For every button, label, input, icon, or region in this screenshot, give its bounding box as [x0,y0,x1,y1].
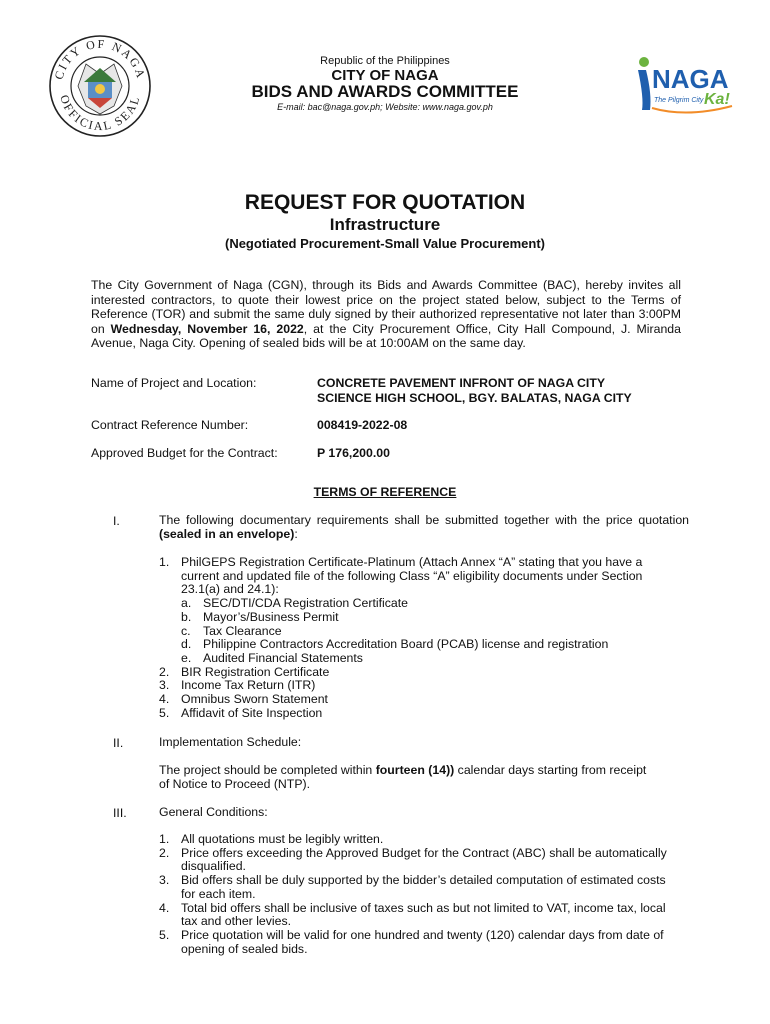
sub-item [181,652,679,666]
section-3-heading: General Conditions: [159,805,268,819]
list-item-text: Omnibus Sworn Statement [181,692,328,707]
section-1-text [159,514,689,541]
field-value: 008419-2022-08 [317,418,408,432]
list-item [159,833,681,847]
list-item-number: 3. [159,873,170,888]
sub-item-letter: b. [181,609,192,624]
field-label: Name of Project and Location: [91,376,257,390]
field-value: P 176,200.00 [317,446,390,460]
logo-word: NAGA [652,64,729,94]
section-2-text-a: The project should be completed within [159,763,376,777]
intro-paragraph [91,278,681,351]
naga-city-seal-icon [48,34,152,138]
section-3-conditions-list [159,833,681,956]
list-item [159,693,679,707]
list-item-text: Price offers exceeding the Approved Budget for the Contract (ABC) shall be automatically disqualified. [181,845,667,874]
section-3-number: III. [113,806,127,820]
sub-item [181,625,679,639]
list-item [159,679,679,693]
intro-part2: , at the City Procurement Office, City Hall Compound, J. Miranda Avenue, Naga City. Opening of sealed bids will be at 10:00AM on the same day. [91,321,681,351]
list-item-number: 3. [159,678,170,693]
procurement-mode: (Negotiated Procurement-Small Value Procurement) [224,236,546,251]
sub-item-text: Mayor’s/Business Permit [203,609,339,624]
sub-item [181,611,679,625]
section-2-number: II. [113,736,124,750]
naga-logo-icon [632,46,742,126]
list-item [159,847,681,874]
list-item-text: Affidavit of Site Inspection [181,705,323,720]
list-item [159,707,679,721]
seal-text-top: CITY OF NAGA [51,36,149,82]
sub-item-letter: c. [181,623,191,638]
section-2-heading: Implementation Schedule: [159,735,302,749]
list-item [159,874,681,901]
list-item-number: 1. [159,555,170,569]
list-item [159,666,679,680]
list-item [159,902,681,929]
sub-item-text: Audited Financial Statements [203,650,363,665]
sub-item-letter: a. [181,596,192,611]
list-item-number: 1. [159,832,170,846]
intro-part1: The City Government of Naga (CGN), through its Bids and Awards Committee (BAC), hereby invites all interested contractors, to quote their lowest price on the project stated below, subject to the Terms of Reference (TOR) and submit the same duly signed by their authorized representative not later than 3:00PM on [91,278,681,336]
list-item-number: 2. [159,845,170,860]
field-label: Approved Budget for the Contract: [91,446,278,460]
list-item-text: All quotations must be legibly written. [181,832,384,846]
list-item-number: 4. [159,900,170,915]
logo-tagline: The Pilgrim City [654,97,704,104]
list-item [159,556,679,666]
list-item-text: PhilGEPS Registration Certificate-Platinum (Attach Annex “A” stating that you have a current and updated file of the following Class “A” eligibility documents under Section 23.1(a) and 24.1): [181,555,643,597]
list-item-number: 2. [159,664,170,679]
tor-title: TERMS OF REFERENCE [313,485,457,499]
contact-line: E-mail: bac@naga.gov.ph; Website: www.naga.gov.ph [277,102,493,112]
list-item-text: Bid offers shall be duly supported by the bidder’s detailed computation of estimated costs for each item. [181,873,666,901]
sub-item-letter: e. [181,650,192,665]
committee-name: BIDS AND AWARDS COMMITTEE [251,82,519,101]
section-1-text-bold: (sealed in an envelope) [159,526,295,541]
list-item-number: 5. [159,705,170,720]
logo-suffix: Ka! [704,91,730,108]
list-item-text: Total bid offers shall be inclusive of taxes such as but not limited to VAT, income tax, local tax and other levies. [181,900,666,929]
list-item-text: Income Tax Return (ITR) [181,678,316,693]
sub-item [181,638,679,652]
section-2-text-bold: fourteen (14)) [375,763,455,777]
sub-item-text: Tax Clearance [203,623,282,638]
sub-item-letter: d. [181,637,192,652]
section-1-number: I. [113,514,120,528]
section-2-text [159,764,659,791]
sub-item-text: SEC/DTI/CDA Registration Certificate [203,596,409,611]
field-value-line2: SCIENCE HIGH SCHOOL, BGY. BALATAS, NAGA CITY [317,390,632,405]
section-2-text-b: calendar days starting from receipt of Notice to Proceed (NTP). [159,763,647,791]
list-item-number: 4. [159,692,170,707]
list-item-text: Price quotation will be valid for one hundred and twenty (120) calendar days from date of opening of sealed bids. [181,927,664,956]
section-1-text-b: : [294,526,298,541]
section-1-text-a: The following documentary requirements shall be submitted together with the price quotation [159,513,689,527]
list-item [159,929,681,956]
list-item-number: 5. [159,927,170,942]
field-value-line1: CONCRETE PAVEMENT INFRONT OF NAGA CITY [317,376,606,390]
intro-deadline: Wednesday, November 16, 2022 [110,321,304,336]
field-value [317,376,697,405]
field-label: Contract Reference Number: [91,418,249,432]
list-item-text: BIR Registration Certificate [181,664,330,679]
document-category: Infrastructure [329,215,441,234]
sub-item [181,597,679,611]
republic-line: Republic of the Philippines [320,55,450,67]
document-title: REQUEST FOR QUOTATION [244,191,526,214]
eligibility-sublist [181,597,679,666]
city-name: CITY OF NAGA [331,67,439,84]
section-1-requirements-list [159,556,679,720]
sub-item-text: Philippine Contractors Accreditation Board (PCAB) license and registration [203,637,609,652]
seal-text-bottom: OFFICIAL SEAL [57,93,143,134]
